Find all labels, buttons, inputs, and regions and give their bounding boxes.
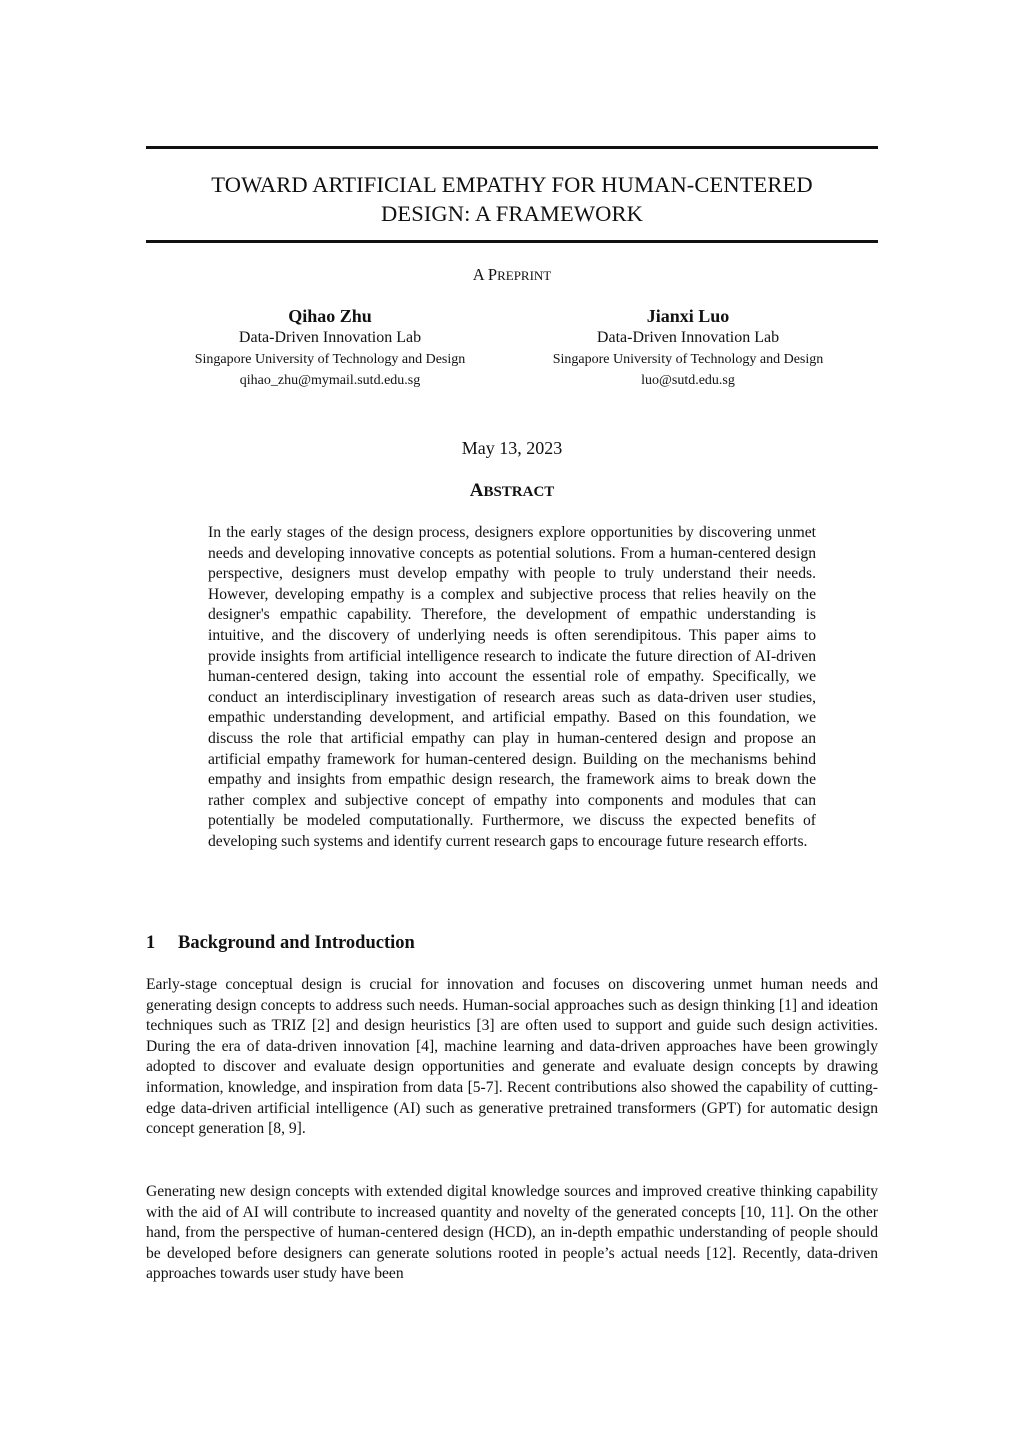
author-lab: Data-Driven Innovation Lab: [596, 329, 780, 346]
author-university: Singapore University of Technology and Design: [194, 352, 466, 367]
author-block-2: [518, 306, 858, 391]
section-title: Background and Introduction: [178, 933, 415, 953]
author-block-1: [160, 306, 500, 391]
title-line-1: TOWARD ARTIFICIAL EMPATHY FOR HUMAN-CENTERED: [211, 172, 813, 197]
paper-title: [146, 170, 878, 228]
author-lab: Data-Driven Innovation Lab: [238, 329, 422, 346]
section-number: 1: [146, 933, 156, 953]
abstract-heading-rest: BSTRACT: [483, 484, 555, 500]
preprint-caps-rest: REPRINT: [497, 268, 552, 283]
author-university: Singapore University of Technology and Design: [552, 352, 824, 367]
publication-date: May 13, 2023: [461, 438, 563, 458]
preprint-label: [0, 265, 1024, 285]
abstract-heading-initial: A: [469, 480, 484, 501]
author-email: qihao_zhu@mymail.sutd.edu.sg: [239, 373, 421, 388]
title-rule-top: [146, 146, 878, 149]
abstract-text: In the early stages of the design process, designers explore opportunities by discovering unmet needs and developing innovative concepts as potential solutions. From a human-centered design perspective, designers must develop empathy with people to truly understand their needs. However, developing empathy is a complex and subjective process that relies heavily on the designer's empathic capability. Therefore, the development of empathic understanding is intuitive, and the discovery of underlying needs is often serendipitous. This paper aims to provide insights from artificial intelligence research to indicate the future direction of AI-driven human-centered design, taking into account the essential role of empathy. Specifically, we conduct an interdisciplinary investigation of research areas such as data-driven user studies, empathic understanding development, and artificial empathy. Based on this foundation, we discuss the role that artificial empathy can play in human-centered design and propose an artificial empathy framework for human-centered design. Building on the mechanisms behind empathy and insights from empathic design research, the framework aims to break down the rather complex and subjective concept of empathy into components and modules that can potentially be modeled computationally. Furthermore, we discuss the expected benefits of developing such systems and identify current research gaps to encourage future research efforts.: [208, 524, 816, 850]
author-email: luo@sutd.edu.sg: [641, 373, 735, 388]
title-line-2: DESIGN: A FRAMEWORK: [381, 201, 643, 226]
author-name: Qihao Zhu: [288, 306, 372, 326]
preprint-caps-initial: P: [487, 265, 498, 284]
section-heading: [146, 933, 415, 954]
preprint-first-word: A: [472, 265, 484, 284]
author-name: Jianxi Luo: [646, 306, 730, 326]
title-rule-bottom: [146, 240, 878, 243]
body-paragraph: Generating new design concepts with extended digital knowledge sources and improved creative thinking capability with the aid of AI will contribute to increased quantity and novelty of the generated concepts [10, 11]. On the other hand, from the perspective of human-centered design (HCD), an in-depth empathic understanding of people should be developed before designers can generate solutions rooted in people’s actual needs [12]. Recently, data-driven approaches towards user study have been: [146, 1183, 878, 1283]
body-paragraph: Early-stage conceptual design is crucial for innovation and focuses on discovering unmet human needs and generating design concepts to address such needs. Human-social approaches such as design thinking [1] and ideation techniques such as TRIZ [2] and design heuristics [3] are often used to support and guide such design activities. During the era of data-driven innovation [4], machine learning and data-driven approaches have been growingly adopted to discover and evaluate design opportunities and generate and evaluate design concepts by drawing information, knowledge, and inspiration from data [5-7]. Recent contributions also showed the capability of cutting-edge data-driven artificial intelligence (AI) such as generative pretrained transformers (GPT) for automatic design concept generation [8, 9].: [146, 976, 878, 1138]
abstract-heading: [0, 480, 1024, 502]
